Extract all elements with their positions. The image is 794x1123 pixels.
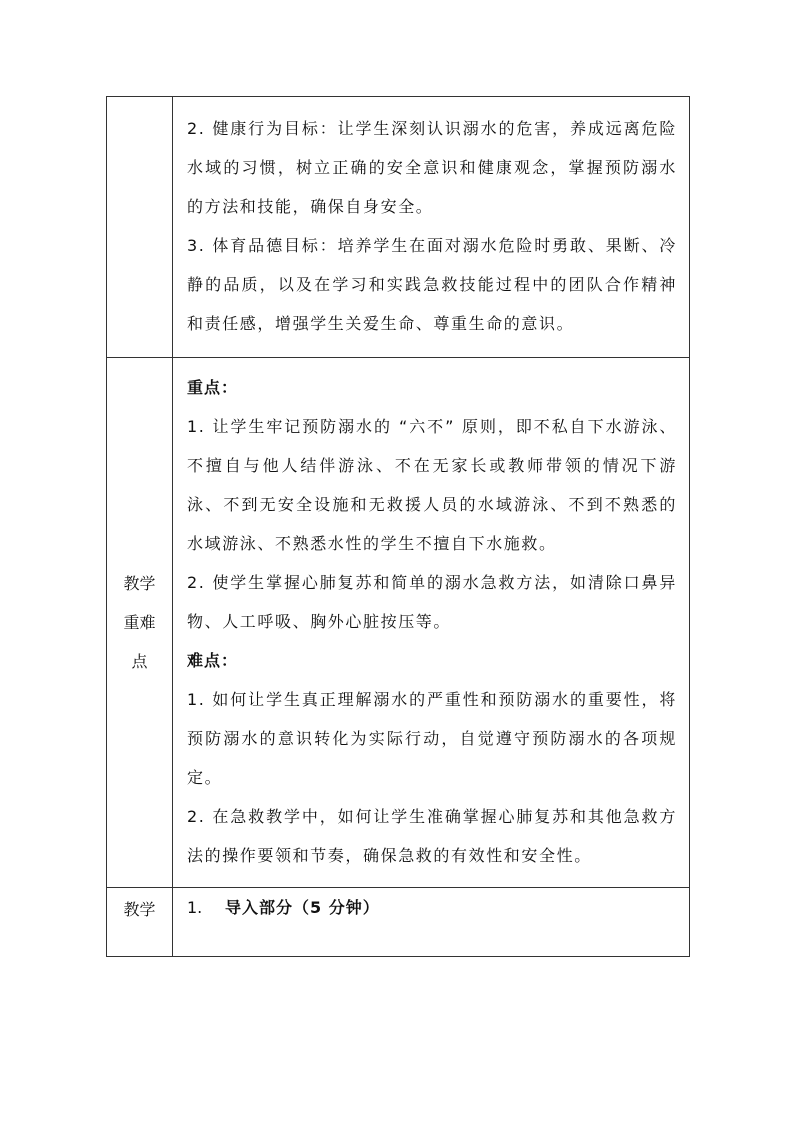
process-step <box>187 892 677 920</box>
key-points-label-line: 重难 <box>123 613 156 632</box>
process-content-cell <box>173 888 690 957</box>
process-step-number: 1. <box>187 898 203 917</box>
key-points-content-cell <box>173 358 690 888</box>
key-points-row <box>107 358 690 888</box>
difficulty-item: 1. 如何让学生真正理解溺水的严重性和预防溺水的重要性，将预防溺水的意识转化为实际行动，自觉遵守预防溺水的各项规定。 <box>187 690 677 787</box>
process-step-title: 导入部分（5 分钟） <box>225 898 380 917</box>
difficulty-item: 2. 在急救教学中，如何让学生准确掌握心肺复苏和其他急救方法的操作要领和节奏，确保急救的有效性和安全性。 <box>187 807 677 865</box>
goals-label-cell <box>107 97 173 358</box>
focus-item: 2. 使学生掌握心肺复苏和简单的溺水急救方法，如清除口鼻异物、人工呼吸、胸外心脏按压等。 <box>187 573 677 631</box>
focus-item: 1. 让学生牢记预防溺水的 “六不” 原则，即不私自下水游泳、不擅自与他人结伴游泳、不在无家长或教师带领的情况下游泳、不到无安全设施和无救援人员的水域游泳、不到不熟悉的水域游泳、不熟悉水性的学生不擅自下水施救。 <box>187 417 677 553</box>
goal-item: 2. 健康行为目标：让学生深刻认识溺水的危害，养成远离危险水域的习惯，树立正确的安全意识和健康观念，掌握预防溺水的方法和技能，确保自身安全。 <box>187 119 677 216</box>
difficulty-heading: 难点： <box>187 651 239 670</box>
process-row <box>107 888 690 957</box>
lesson-plan-table <box>106 96 690 957</box>
process-label-cell <box>107 888 173 957</box>
goals-content-cell <box>173 97 690 358</box>
key-points-label-line: 点 <box>131 652 148 671</box>
focus-heading: 重点： <box>187 378 239 397</box>
key-points-label-cell <box>107 358 173 888</box>
goal-item: 3. 体育品德目标：培养学生在面对溺水危险时勇敢、果断、冷静的品质，以及在学习和实践急救技能过程中的团队合作精神和责任感，增强学生关爱生命、尊重生命的意识。 <box>187 236 677 333</box>
process-label: 教学 <box>123 900 156 919</box>
key-points-label-line: 教学 <box>123 574 156 593</box>
goals-row <box>107 97 690 358</box>
